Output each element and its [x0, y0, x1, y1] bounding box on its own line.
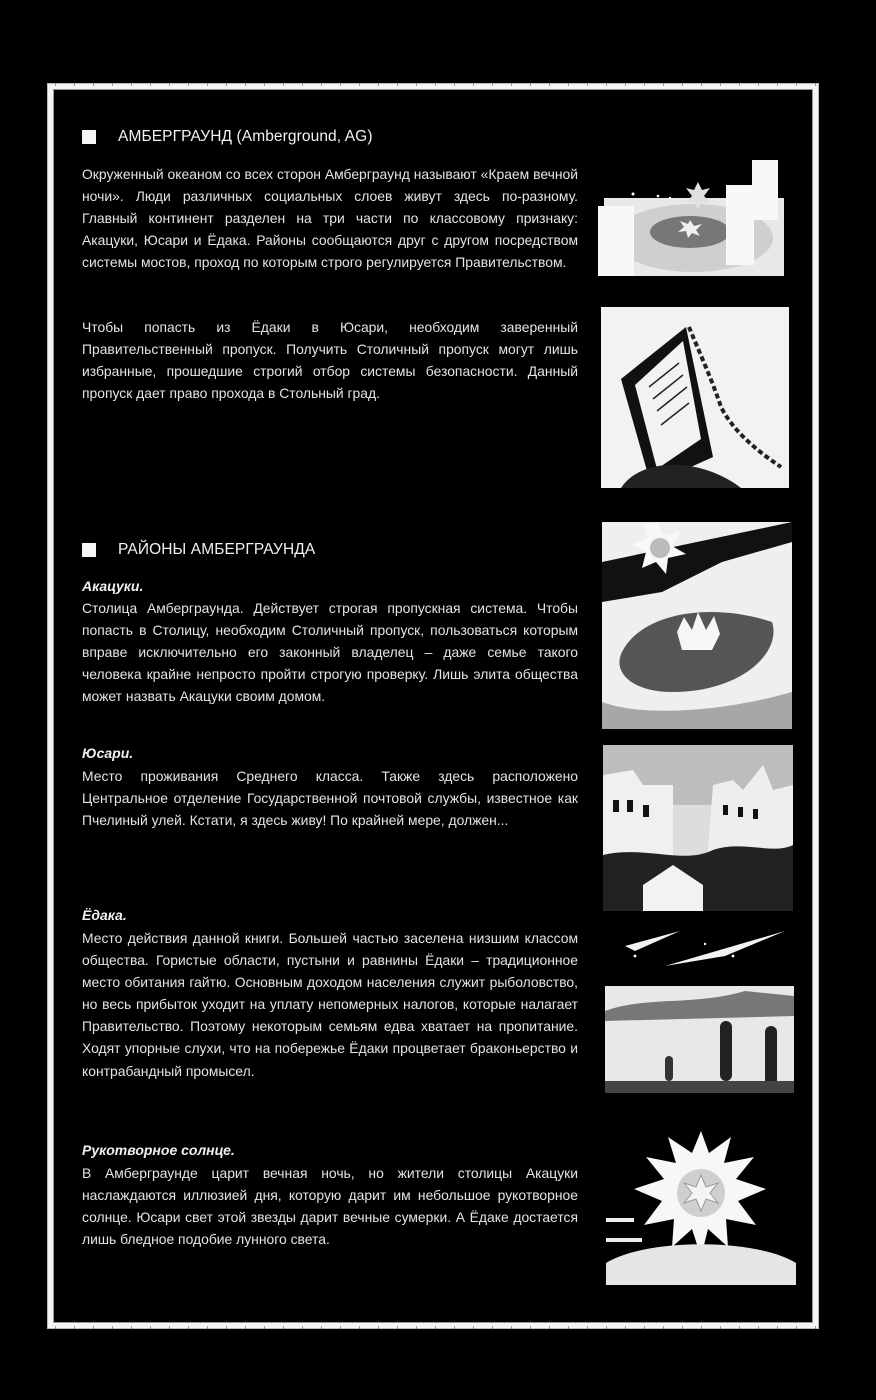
amberground-intro-paragraph: Окруженный океаном со всех сторон Амберграунд называют «Краем вечной ночи». Люди различных социальных слоев живут здесь по-разному. Главный континент разделен на три части по классовому признаку: Акацуки, Юсари и Ёдака. Районы сообщаются друг с другом посредством системы мостов, проход по которым строго регулируется Правительством.	[82, 166, 578, 271]
government-pass-illustration	[601, 307, 789, 488]
section-heading-districts	[82, 541, 315, 559]
square-bullet-icon	[82, 543, 96, 557]
akatsuki-capital-illustration	[602, 522, 792, 729]
district-text-artificial-sun: В Амберграунде царит вечная ночь, но жители столицы Акацуки наслаждаются иллюзией дня, которую дарит им небольшое рукотворное солнце. Юсари свет этой звезды дарит вечные сумерки. А Ёдаке достается лишь бледное подобие лунного света.	[82, 1165, 578, 1248]
yodaka-desert-illustration	[605, 926, 794, 1093]
district-name-akatsuki: Акацуки.	[82, 578, 144, 594]
district-text-yuusari: Место проживания Среднего класса. Также здесь расположено Центральное отделение Государственной почтовой службы, известное как Пчелиный улей. Кстати, я здесь живу! По крайней мере, должен...	[82, 768, 578, 829]
pass-paragraph: Чтобы попасть из Ёдаки в Юсари, необходим заверенный Правительственный пропуск. Получить Столичный пропуск могут лишь избранные, прошедшие строгий отбор системы безопасности. Данный пропуск дает право прохода в Стольный град.	[82, 319, 578, 402]
section-title: АМБЕРГРАУНД (Amberground, AG)	[118, 128, 373, 145]
square-bullet-icon	[82, 130, 96, 144]
amberground-map-illustration	[598, 160, 784, 276]
district-text-yodaka: Место действия данной книги. Большей частью заселена низшим классом общества. Гористые области, пустыни и равнины Ёдаки – традиционное место обитания гайтю. Основным доходом населения служит рыболовство, но весь прибыток уходит на уплату непомерных налогов, которые налагает Правительство. Поэтому некоторым семьям едва хватает на пропитание. Ходят упорные слухи, что на побережье Ёдаки процветает браконьерство и контрабандный промысел.	[82, 930, 578, 1079]
district-text-akatsuki: Столица Амберграунда. Действует строгая пропускная система. Чтобы попасть в Столицу, необходим Столичный пропуск, пользоваться которым вправе исключительно его законный владелец – даже семье такого человека крайне непросто пройти строгую проверку. Лишь элита общества может назвать Акацуки своим домом.	[82, 600, 578, 705]
district-name-yodaka: Ёдака.	[82, 907, 127, 923]
district-name-yuusari: Юсари.	[82, 745, 134, 761]
section-title: РАЙОНЫ АМБЕРГРАУНДА	[118, 541, 316, 558]
district-name-artificial-sun: Рукотворное солнце.	[82, 1142, 235, 1158]
yuusari-town-illustration	[603, 745, 793, 911]
artificial-sun-illustration	[606, 1123, 796, 1285]
section-heading-amberground	[82, 128, 373, 146]
